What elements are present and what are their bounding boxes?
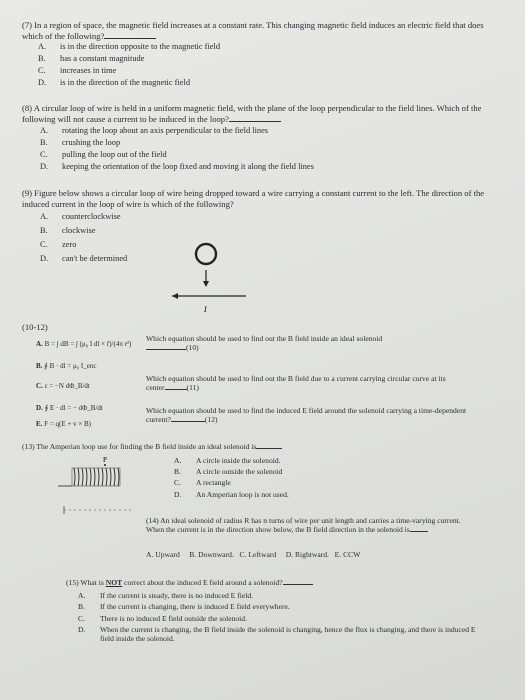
- current-label: I: [204, 305, 207, 314]
- q11-text: Which equation should be used to find out the B field due to a current carrying circular curve at its center (11): [146, 374, 446, 393]
- q14-answer-blank[interactable]: [410, 525, 428, 532]
- solenoid-coils: [74, 468, 119, 486]
- q12-answer-blank[interactable]: [171, 415, 205, 422]
- q7-option-a[interactable]: A. is in the direction opposite to the magnetic field: [38, 42, 221, 51]
- q13-answer-blank[interactable]: [256, 442, 282, 449]
- equation-e[interactable]: E. F = q(E + v × B): [36, 420, 92, 428]
- q9-figure: [168, 218, 250, 318]
- q13-option-b[interactable]: B. A circle outside the solenoid: [174, 467, 283, 476]
- q15-option-c[interactable]: C. There is no induced E field outside the solenoid.: [78, 614, 247, 623]
- q7-stem-text: (7) In a region of space, the magnetic field increases at a constant rate. This changing magnetic field induces an electric field that does which of the following?: [22, 20, 484, 41]
- q8-stem-text: (8) A circular loop of wire is held in a uniform magnetic field, with the plane of the loop perpendicular to the field lines. Which of the following will not cause a current to be induced in the loop?: [22, 103, 482, 124]
- equation-d[interactable]: D. ∮ E · dl = − dΦ_B/dt: [36, 404, 103, 412]
- current-arrow-left: [172, 293, 178, 299]
- q9-stem-text: (9) Figure below shows a circular loop of wire being dropped toward a wire carrying a constant current to the left. The direction of the induced current in the loop of wire is which of the following?: [22, 188, 485, 209]
- q13-option-c[interactable]: C. A rectangle: [174, 478, 231, 487]
- q13-option-d[interactable]: D. An Amperian loop is not used.: [174, 490, 289, 499]
- equation-a[interactable]: A. B = ∫ dB = ∫ (μ₀ I dl × r̂)/(4π r²): [36, 340, 132, 348]
- q7-option-b[interactable]: B. has a constant magnitude: [38, 54, 145, 63]
- q7-option-d[interactable]: D. is in the direction of the magnetic field: [38, 78, 191, 87]
- q14-options: [146, 550, 360, 559]
- q12-text: Which equation should be used to find the induced E field around the solenoid carrying a time-dependent current? (12): [146, 406, 467, 425]
- q8-option-a[interactable]: A. rotating the loop about an axis perpendicular to the field lines: [40, 126, 269, 135]
- q10-text: Which equation should be used to find out the B field inside an ideal solenoid (10): [146, 334, 383, 353]
- q8-answer-blank[interactable]: [229, 115, 281, 122]
- q9-option-b[interactable]: B. clockwise: [40, 226, 96, 235]
- q10-12-header: (10-12): [22, 322, 48, 332]
- q8-stem: [22, 103, 482, 124]
- wire-loop: [196, 244, 216, 264]
- q11-answer-blank[interactable]: [165, 383, 187, 390]
- q14-stem: (14) An ideal solenoid of radius R has n turns of wire per unit length and carries a time-varying current. When the current is in the direction show below, the B field direction in the solenoid is: [146, 516, 461, 535]
- equation-b[interactable]: B. ∮ B · dl = μ₀ I_enc: [36, 362, 97, 370]
- q9-option-d[interactable]: D. can't be determined: [40, 254, 128, 263]
- q7-option-c[interactable]: C. increases in time: [38, 66, 117, 75]
- q13-stem: (13) The Amperian loop use for finding the B field inside an ideal solenoid is: [22, 442, 442, 451]
- q9-option-c[interactable]: C. zero: [40, 240, 77, 249]
- q10-answer-blank[interactable]: [146, 343, 186, 350]
- q8-option-c[interactable]: C. pulling the loop out of the field: [40, 150, 167, 159]
- q14-option-b[interactable]: B. Downward.: [189, 550, 234, 559]
- q15-option-b[interactable]: B. If the current is changing, there is induced E field everywhere.: [78, 602, 290, 611]
- point-p: [104, 464, 106, 466]
- q14-option-d[interactable]: D. Rightward.: [285, 550, 329, 559]
- q8-option-b[interactable]: B. crushing the loop: [40, 138, 121, 147]
- q7-stem: [22, 20, 492, 41]
- q14-option-c[interactable]: C. Leftward: [239, 550, 277, 559]
- q8-option-d[interactable]: D. keeping the orientation of the loop fixed and moving it along the field lines: [40, 162, 314, 171]
- point-p-label: P: [103, 456, 107, 464]
- q15-answer-blank[interactable]: [283, 578, 313, 585]
- q15-not-emphasis: NOT: [105, 578, 123, 587]
- q15-option-d[interactable]: D. When the current is changing, the B field inside the solenoid is changing, hence the flux is changing, and there is induced E field inside the solenoid.: [78, 625, 476, 644]
- solenoid-figure: [50, 454, 140, 524]
- q14-option-a[interactable]: A. Upward: [146, 550, 180, 559]
- q7-answer-blank[interactable]: [104, 32, 156, 39]
- q9-stem: [22, 188, 487, 209]
- equation-c[interactable]: C. ε = −N dΦ_B/dt: [36, 382, 90, 390]
- q14-option-e[interactable]: E. CCW: [334, 550, 361, 559]
- drop-arrow-head: [203, 281, 209, 287]
- q9-option-a[interactable]: A. counterclockwise: [40, 212, 121, 221]
- q15-option-a[interactable]: A. If the current is steady, there is no induced E field.: [78, 591, 254, 600]
- q15-stem: (15) What is NOT correct about the induced E field around a solenoid?: [66, 578, 476, 587]
- q13-option-a[interactable]: A. A circle inside the solenoid.: [174, 456, 281, 465]
